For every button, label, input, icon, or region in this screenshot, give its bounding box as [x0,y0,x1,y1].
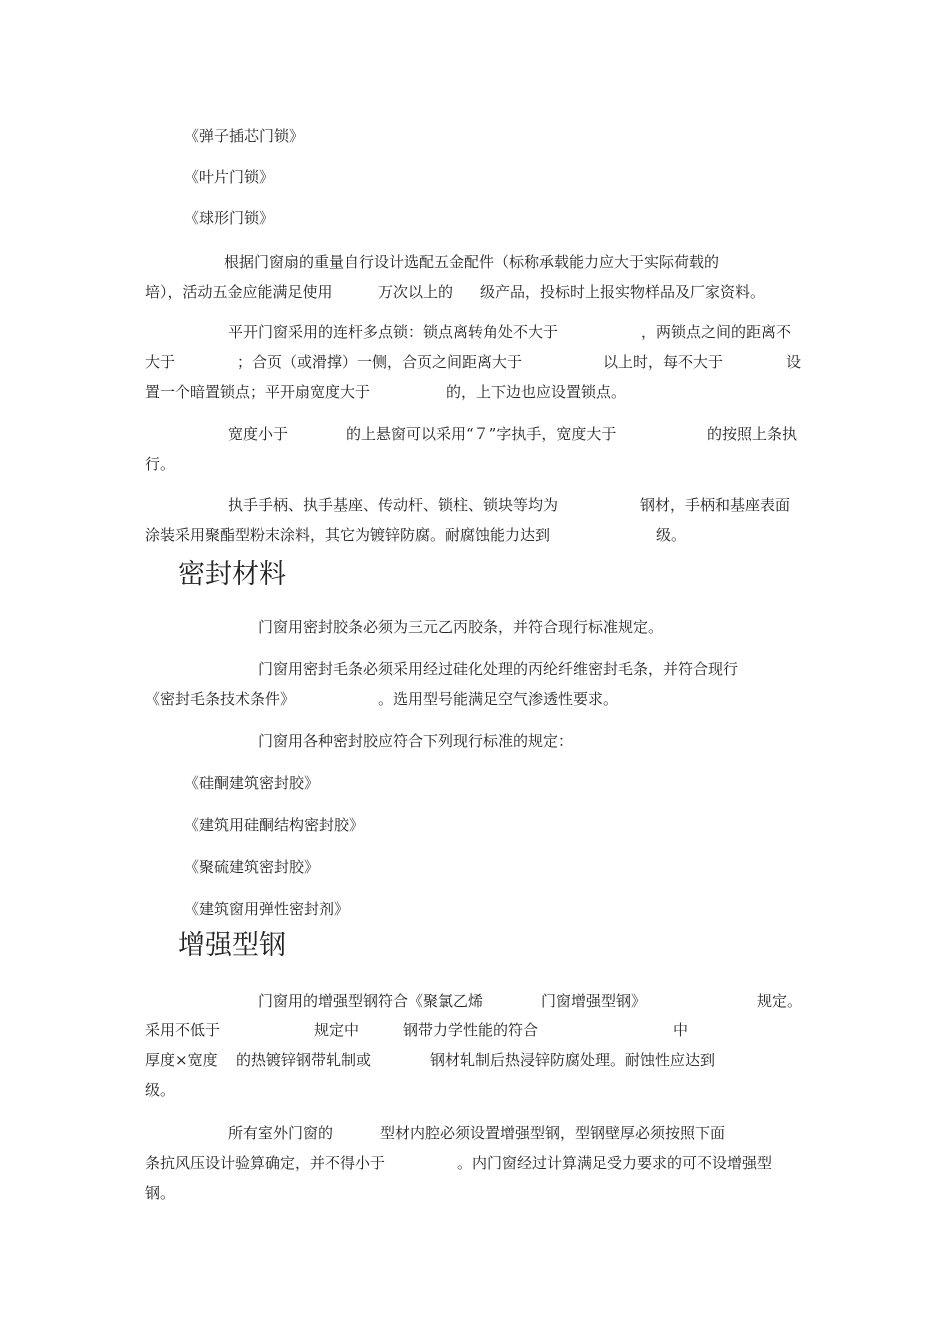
steel-p2-line2b: 。内门窗经过计算满足受力要求的可不设增强型 [457,1154,773,1172]
hardware-p1-line2a: 培），活动五金应能满足使用 [145,283,333,301]
steel-p1-line1a: 门窗用的增强型钢符合《聚氯乙烯 [258,992,484,1010]
seal-standard-item: 《聚硫建筑密封胶》 [184,858,320,876]
steel-p1-line3b: 的热镀锌钢带轧制或 [236,1051,372,1069]
hardware-p4-line2b: 级。 [656,526,687,544]
steel-p2-line2a: 条抗风压设计验算确定，并不得小于 [145,1154,386,1172]
hardware-p2-line2c: 以上时，每不大于 [603,353,724,371]
hardware-p1-line2c: 级产品，投标时上报实物样品及厂家资料。 [480,283,766,301]
steel-p2-line1b: 型材内腔必须设置增强型钢，型钢壁厚必须按照下面 [380,1124,726,1142]
seal-p2-line2b: 。选用型号能满足空气渗透性要求。 [378,690,619,708]
seal-standard-item: 《硅酮建筑密封胶》 [184,774,320,792]
hardware-p2-line2b: ；合页（或滑撑）一侧，合页之间距离大于 [237,353,523,371]
hardware-p2-line1a: 平开门窗采用的连杆多点锁：锁点离转角处不大于 [228,323,559,341]
steel-p1-line2a: 采用不低于 [145,1021,221,1039]
seal-p3: 门窗用各种密封胶应符合下列现行标准的规定： [258,732,574,750]
steel-p2-line1a: 所有室外门窗的 [228,1124,334,1142]
hardware-p3-line1c: 的按照上条执 [707,425,798,443]
hardware-p2-line2a: 大于 [145,353,176,371]
hardware-p4-line1b: 钢材，手柄和基座表面 [640,496,791,514]
hardware-p3-line1a: 宽度小于 [228,425,289,443]
lock-standard-item: 《球形门锁》 [184,209,275,227]
steel-p1-line1b: 门窗增强型钢》 [541,992,647,1010]
steel-p2-line3: 钢。 [145,1184,176,1202]
hardware-p1-line1: 根据门窗扇的重量自行设计选配五金配件（标称承载能力应大于实际荷载的 [224,253,720,271]
section-heading-steel: 增强型钢 [178,930,286,961]
steel-p1-line1c: 规定。 [757,992,803,1010]
steel-p1-line2b: 规定中 [314,1021,360,1039]
steel-p1-line3c: 钢材轧制后热浸锌防腐处理。耐蚀性应达到 [430,1051,716,1069]
steel-p1-line3a: 厚度×宽度 [145,1051,218,1069]
hardware-p2-line1b: ，两锁点之间的距离不 [641,323,792,341]
hardware-p4-line1a: 执手手柄、执手基座、传动杆、锁柱、锁块等均为 [228,496,559,514]
steel-p1-line2d: 中 [673,1021,689,1039]
lock-standard-item: 《叶片门锁》 [184,168,275,186]
hardware-p2-line2d: 设 [786,353,802,371]
hardware-p4-line2a: 涂装采用聚酯型粉末涂料，其它为镀锌防腐。耐腐蚀能力达到 [145,526,551,544]
section-heading-seal: 密封材料 [178,559,286,590]
hardware-p2-line3a: 置一个暗置锁点；平开扇宽度大于 [145,383,371,401]
seal-standard-item: 《建筑窗用弹性密封剂》 [184,900,350,918]
seal-p1: 门窗用密封胶条必须为三元乙丙胶条，并符合现行标准规定。 [258,618,664,636]
steel-p1-line2c: 钢带力学性能的符合 [403,1021,539,1039]
hardware-p3-line1b: 的上悬窗可以采用“７”字执手，宽度大于 [346,425,617,443]
seal-p2-line1: 门窗用密封毛条必须采用经过硅化处理的丙纶纤维密封毛条，并符合现行 [258,660,739,678]
hardware-p2-line3b: 的，上下边也应设置锁点。 [446,383,627,401]
hardware-p3-line2: 行。 [145,455,176,473]
seal-p2-line2a: 《密封毛条技术条件》 [145,690,296,708]
steel-p1-line4: 级。 [145,1081,176,1099]
lock-standard-item: 《弹子插芯门锁》 [184,127,305,145]
seal-standard-item: 《建筑用硅酮结构密封胶》 [184,816,365,834]
hardware-p1-line2b: 万次以上的 [378,283,454,301]
